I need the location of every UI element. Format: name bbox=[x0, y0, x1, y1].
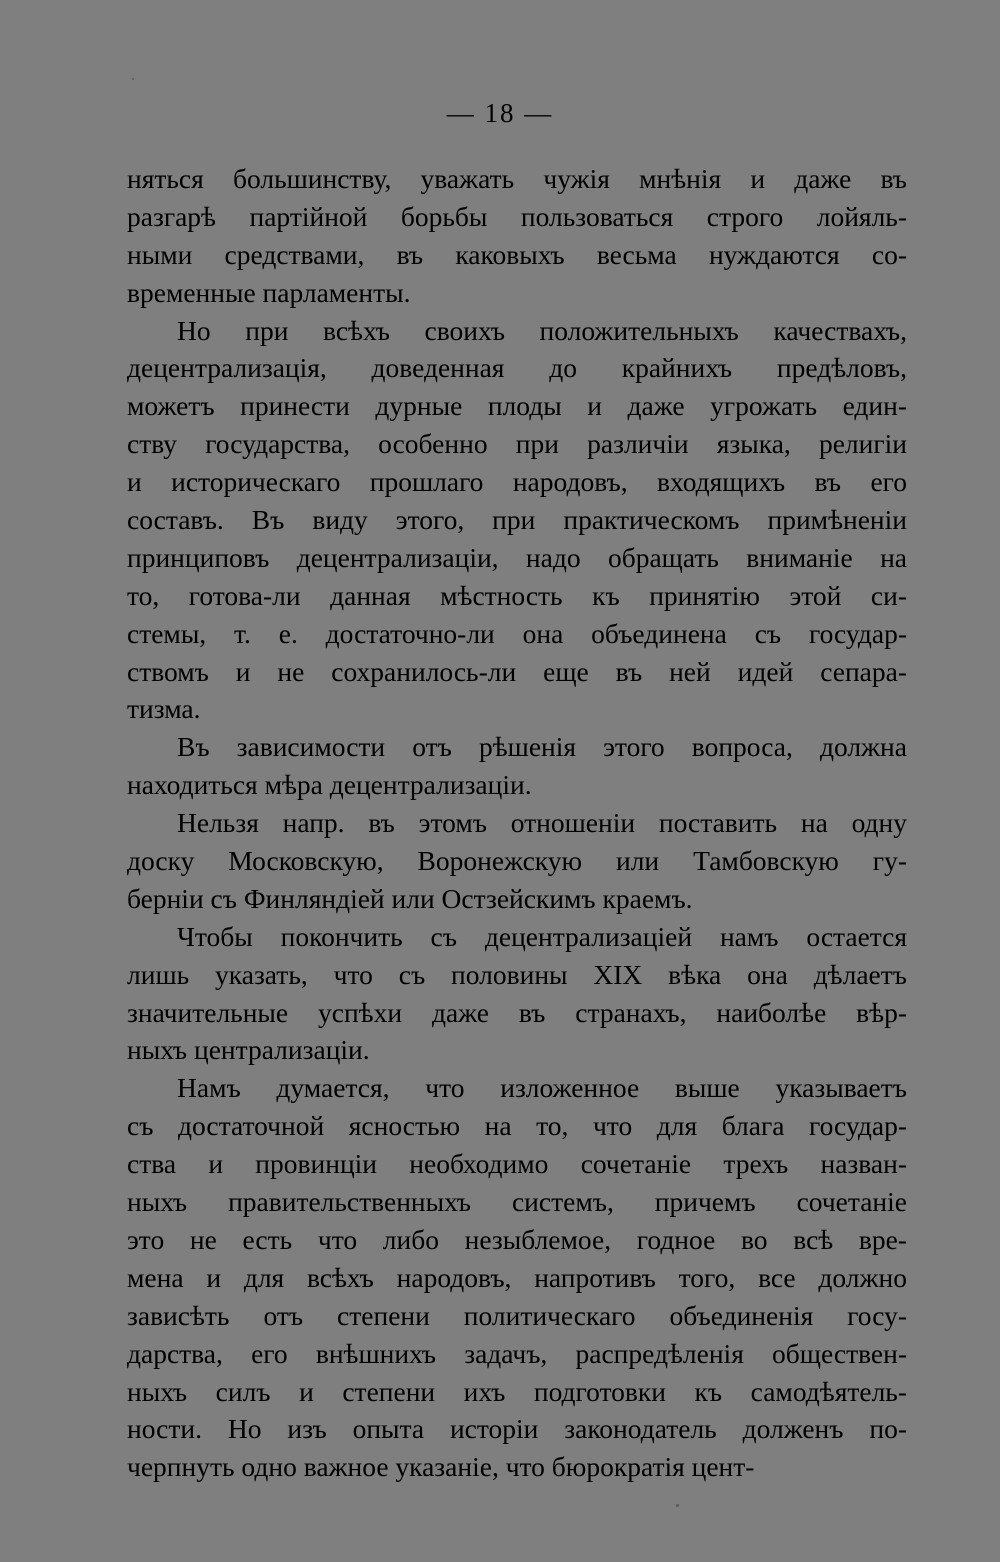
text-line: временные парламенты. bbox=[127, 276, 411, 308]
scan-speck bbox=[132, 78, 134, 80]
text-line: няться большинству, уважать чужія мнѣнія и даже въ bbox=[127, 163, 907, 194]
text-line: ству государства, особенно при различіи языка, религіи bbox=[127, 428, 907, 460]
text-line: децентрализація, доведенная до крайнихъ предѣловъ, bbox=[127, 352, 907, 384]
text-line: это не есть что либо незыблемое, годное во всѣ вре- bbox=[127, 1223, 907, 1255]
text-line: ными средствами, въ каковыхъ весьма нуждаются со- bbox=[127, 238, 907, 270]
text-line: ности. Но изъ опыта исторіи законодатель долженъ по- bbox=[127, 1413, 907, 1445]
text-line: Но при всѣхъ своихъ положительныхъ качествахъ, bbox=[177, 314, 907, 346]
paragraph bbox=[127, 160, 907, 312]
text-line: съ достаточной ясностью на то, что для блага государ- bbox=[127, 1110, 907, 1142]
text-line: ныхъ правительственныхъ системъ, причемъ сочетаніе bbox=[127, 1186, 907, 1218]
text-line: тизма. bbox=[127, 693, 201, 725]
text-line: Нельзя напр. въ этомъ отношеніи поставить на одну bbox=[177, 807, 907, 839]
text-line: находиться мѣра децентрализаціи. bbox=[127, 769, 532, 801]
text-line: Въ зависимости отъ рѣшенія этого вопроса, должна bbox=[177, 731, 907, 763]
scan-speck bbox=[676, 1504, 679, 1507]
text-line: и историческаго прошлаго народовъ, входящихъ въ его bbox=[127, 466, 907, 498]
text-line: ныхъ силъ и степени ихъ подготовки къ самодѣятель- bbox=[127, 1375, 907, 1407]
text-line: Чтобы покончить съ децентрализаціей намъ остается bbox=[177, 920, 907, 952]
text-line: ныхъ централизаціи. bbox=[127, 1034, 370, 1066]
text-line: ства и провинціи необходимо сочетаніе трехъ назван- bbox=[127, 1148, 907, 1180]
text-line: лишь указать, что съ половины XIX вѣка она дѣлаетъ bbox=[127, 958, 907, 990]
text-line: зависѣть отъ степени политическаго объединенія госу- bbox=[127, 1299, 907, 1331]
text-line: то, готова-ли данная мѣстность къ принятію этой си- bbox=[127, 579, 907, 611]
body-text bbox=[127, 160, 907, 1486]
text-line: стемы, т. е. достаточно-ли она объединена съ государ- bbox=[127, 617, 907, 649]
text-line: можетъ принести дурные плоды и даже угрожать един- bbox=[127, 390, 907, 422]
page-number: — 18 — bbox=[446, 98, 554, 128]
text-line: Намъ думается, что изложенное выше указываетъ bbox=[177, 1072, 907, 1104]
paragraph bbox=[127, 312, 907, 729]
text-line: принциповъ децентрализаціи, надо обращать вниманіе на bbox=[127, 541, 907, 573]
text-line: мена и для всѣхъ народовъ, напротивъ того, все должно bbox=[127, 1261, 907, 1293]
text-line: разгарѣ партійной борьбы пользоваться строго лойяль- bbox=[127, 200, 907, 232]
text-line: берніи съ Финляндіей или Остзейскимъ краемъ. bbox=[127, 882, 693, 914]
text-line: ствомъ и не сохранилось-ли еще въ ней идей сепара- bbox=[127, 655, 907, 687]
text-line: черпнуть одно важное указаніе, что бюрократія цент- bbox=[127, 1451, 755, 1483]
paragraph bbox=[127, 1069, 907, 1486]
text-line: составъ. Въ виду этого, при практическомъ примѣненіи bbox=[127, 504, 907, 536]
paragraph bbox=[127, 728, 907, 804]
text-line: дарства, его внѣшнихъ задачъ, распредѣленія обществен- bbox=[127, 1337, 907, 1369]
text-line: значительные успѣхи даже въ странахъ, наиболѣе вѣр- bbox=[127, 996, 907, 1028]
text-line: доску Московскую, Воронежскую или Тамбовскую гу- bbox=[127, 845, 907, 877]
paragraph bbox=[127, 804, 907, 918]
paragraph bbox=[127, 918, 907, 1070]
